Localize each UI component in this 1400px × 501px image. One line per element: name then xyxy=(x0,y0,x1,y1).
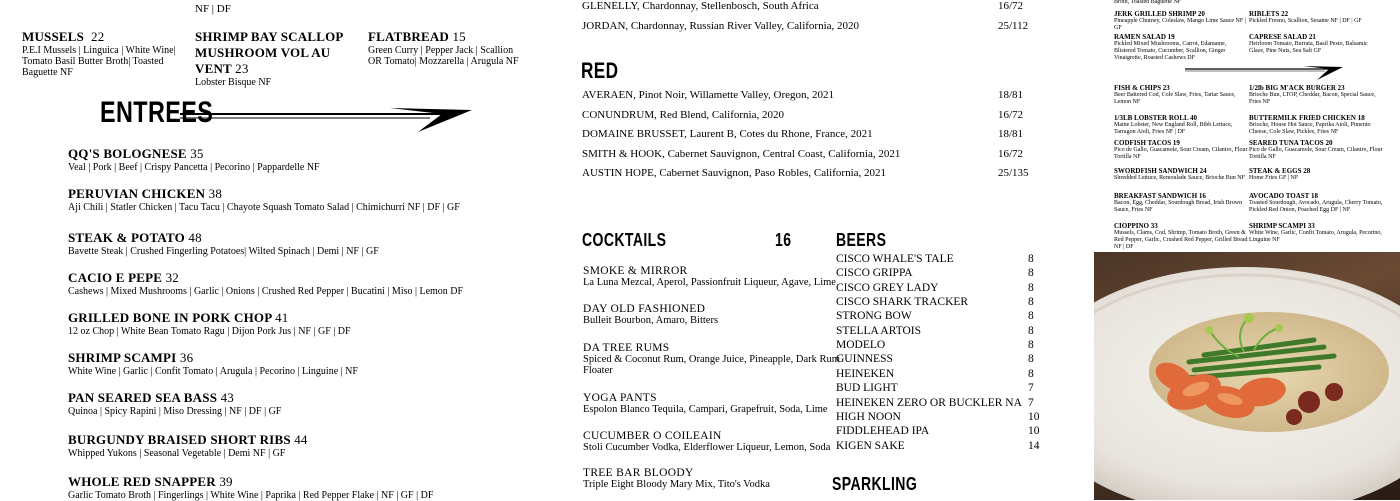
app-item-vol-au-vent xyxy=(195,29,370,88)
lunch-item xyxy=(1249,222,1384,244)
cocktail-item xyxy=(583,392,828,415)
lunch-item xyxy=(1114,10,1249,32)
sparkling-heading: SPARKLING xyxy=(832,474,918,494)
wine-name: DOMAINE BRUSSET xyxy=(582,128,685,140)
entree-item xyxy=(68,186,548,213)
cocktail-item xyxy=(583,467,823,490)
app-desc: Tomato Basil Butter Broth| Toasted xyxy=(22,56,164,67)
app-desc: P.E.I Mussels | Linguica | White Wine| xyxy=(22,45,176,56)
lunch-item-desc: Maine Lobster, New England Roll, Bibb Lettuce, Tarragon Aioli, Fries NF | DF xyxy=(1114,122,1233,135)
lunch-item-title: STEAK & EGGS 28 xyxy=(1249,167,1311,175)
wine-name: AVERAEN xyxy=(582,89,634,101)
wine-desc: Laurent B, Cotes du Rhone, France, 2021 xyxy=(689,128,873,140)
beer-row xyxy=(836,253,1046,265)
wine-price: 18/81 xyxy=(998,128,1024,140)
beer-row xyxy=(836,267,1046,279)
lunch-item-desc: Brioche, House Hot Sauce, Paprika Aioli, Pimento Cheese, Cole Slaw, Pickles, Fries NF xyxy=(1249,122,1371,135)
cocktail-name: TREE BAR BLOODY xyxy=(583,467,694,479)
arrow-divider-icon xyxy=(1185,66,1345,82)
wine-row xyxy=(582,167,1052,179)
beer-name: CISCO GREY LADY xyxy=(836,281,939,294)
entree-price: 38 xyxy=(208,186,223,201)
entree-name: PERUVIAN CHICKEN xyxy=(68,186,206,201)
beer-name: FIDDLEHEAD IPA xyxy=(836,425,930,438)
wine-desc: Chardonnay, Stellenbosch, South Africa xyxy=(642,0,819,12)
beer-price: 8 xyxy=(1028,353,1034,366)
lunch-item xyxy=(1114,33,1249,62)
top-fragment: Broth, Toasted Baguette NF xyxy=(1114,0,1182,5)
cocktail-item xyxy=(583,265,836,288)
entree-name: SHRIMP SCAMPI xyxy=(68,350,177,365)
beer-row xyxy=(836,411,1046,423)
entree-item xyxy=(68,432,548,459)
lunch-item-desc: Brioche Bun, LTOP, Cheddar, Bacon, Special Sauce, Fries NF xyxy=(1249,92,1376,105)
lunch-item-title: CIOPPINO 33 xyxy=(1114,222,1158,230)
beer-row xyxy=(836,382,1046,394)
lunch-item-title: CAPRESE SALAD 21 xyxy=(1249,33,1316,41)
lunch-item xyxy=(1249,33,1384,55)
wine-price: 16/72 xyxy=(998,148,1024,160)
entree-item xyxy=(68,270,548,297)
wine-price: 18/81 xyxy=(998,89,1024,101)
wine-row xyxy=(582,0,1052,12)
wine-price: 16/72 xyxy=(998,0,1024,12)
wine-sep: , xyxy=(633,89,639,101)
cocktail-desc: La Luna Mezcal, Aperol, Passionfruit Liqueur, Agave, Lime xyxy=(583,277,836,288)
lunch-item xyxy=(1249,167,1384,182)
wine-desc: Cabernet Sauvignon, Paso Robles, California, 2021 xyxy=(659,167,887,179)
wine-desc: Chardonnay, Russian River Valley, California, 2020 xyxy=(630,20,860,32)
cocktails-heading: COCKTAILS xyxy=(582,230,667,250)
app-item-flatbread xyxy=(368,29,558,67)
wine-desc: Cabernet Sauvignon, Central Coast, California, 2021 xyxy=(667,148,901,160)
lunch-item-title: RIBLETS 22 xyxy=(1249,10,1289,18)
lunch-item xyxy=(1249,139,1384,161)
beer-price: 8 xyxy=(1028,253,1034,265)
cocktail-name: DAY OLD FASHIONED xyxy=(583,303,706,315)
beer-name: CISCO GRIPPA xyxy=(836,267,913,280)
app-price: 23 xyxy=(235,61,249,76)
beer-row xyxy=(836,282,1046,294)
entree-name: STEAK & POTATO xyxy=(68,230,185,245)
entree-desc: Quinoa | Spicy Rapini | Miso Dressing | NF | DF | GF xyxy=(68,406,282,417)
cocktail-name: SMOKE & MIRROR xyxy=(583,265,688,277)
beer-row xyxy=(836,325,1046,337)
entree-item xyxy=(68,350,548,377)
entrees-heading: ENTREES xyxy=(100,96,214,129)
entree-item xyxy=(68,146,548,173)
lunch-item-title: BREAKFAST SANDWICH 16 xyxy=(1114,192,1206,200)
entree-name: PAN SEARED SEA BASS xyxy=(68,390,218,405)
lunch-item xyxy=(1249,114,1384,136)
lunch-item-desc: Pico de Gallo, Guacamole, Sour Cream, Cilantro, Flour Tortilla NF xyxy=(1249,147,1383,160)
beer-price: 7 xyxy=(1028,396,1034,409)
left-menu-page xyxy=(0,0,560,500)
lunch-item-title: AVOCADO TOAST 18 xyxy=(1249,192,1318,200)
wine-sep: , xyxy=(625,20,631,32)
entree-name: GRILLED BONE IN PORK CHOP xyxy=(68,310,272,325)
beer-name: HIGH NOON xyxy=(836,410,901,423)
lunch-item-desc: Home Fries GF | NF xyxy=(1249,175,1299,181)
lunch-item-title: SEARED TUNA TACOS 20 xyxy=(1249,139,1333,147)
wine-row xyxy=(582,89,1052,101)
lunch-item-desc: Heirloom Tomato, Burrata, Basil Pesto, Balsamic Glaze, Pine Nuts, Sea Salt GF xyxy=(1249,41,1368,54)
entree-name: WHOLE RED SNAPPER xyxy=(68,474,216,489)
beer-row xyxy=(836,368,1046,380)
lunch-item-desc: Mussels, Clams, Cod, Shrimp, Tomato Broth, Green & Red Pepper, Garlic, Crushed Red Pepper, Grilled Bread NF | DF xyxy=(1114,230,1248,250)
beer-name: CISCO WHALE'S TALE xyxy=(836,253,954,265)
cocktail-name: YOGA PANTS xyxy=(583,392,657,404)
lunch-item xyxy=(1114,139,1249,161)
entree-item xyxy=(68,310,548,337)
wine-desc: Red Blend, California, 2020 xyxy=(659,109,784,121)
entree-price: 48 xyxy=(188,230,202,245)
beer-price: 10 xyxy=(1028,425,1040,438)
entree-item xyxy=(68,474,548,501)
entree-item xyxy=(68,390,548,417)
wine-sep: , xyxy=(662,148,668,160)
beer-price: 8 xyxy=(1028,296,1034,309)
lunch-item xyxy=(1114,114,1249,136)
beer-name: BUD LIGHT xyxy=(836,382,898,395)
wine-name: SMITH & HOOK xyxy=(582,148,663,160)
app-item-mussels xyxy=(22,29,192,78)
entree-desc: 12 oz Chop | White Bean Tomato Ragu | Dijon Pork Jus | NF | GF | DF xyxy=(68,326,351,337)
wine-price: 25/112 xyxy=(998,20,1029,32)
entree-price: 32 xyxy=(165,270,179,285)
app-desc: Lobster Bisque NF xyxy=(195,77,272,88)
entree-desc: Whipped Yukons | Seasonal Vegetable | Demi NF | GF xyxy=(68,448,286,459)
beer-price: 8 xyxy=(1028,267,1034,280)
beer-price: 7 xyxy=(1028,382,1034,395)
app-price: 22 xyxy=(91,29,105,44)
lunch-item-desc: Pickled Mixed Mushrooms, Carrot, Edamame, Blistered Tomato, Cucumber, Scallion, Ginger Vinaigrette, Roasted Cashews DF xyxy=(1114,41,1227,61)
lunch-item-title: 1/2lb BIG M'ACK BURGER 23 xyxy=(1249,84,1345,92)
lunch-item-desc: White Wine, Garlic, Confit Tomato, Arugula, Pecorino, Linguine NF xyxy=(1249,230,1382,243)
entree-price: 41 xyxy=(275,310,289,325)
cocktail-item xyxy=(583,342,840,376)
cutoff-line xyxy=(250,0,370,3)
right-lunch-page xyxy=(1095,0,1400,250)
beer-row xyxy=(836,310,1046,322)
wine-row xyxy=(582,109,1052,121)
red-heading: RED xyxy=(581,58,619,83)
app-desc: OR Tomato| Mozzarella | Arugula NF xyxy=(368,56,519,67)
beer-price: 8 xyxy=(1028,339,1034,352)
lunch-item-title: SWORDFISH SANDWICH 24 xyxy=(1114,167,1207,175)
beer-price: 8 xyxy=(1028,324,1034,337)
cocktail-desc: Bulleit Bourbon, Amaro, Bitters xyxy=(583,315,719,326)
entree-price: 44 xyxy=(294,432,308,447)
lunch-item-title: JERK GRILLED SHRIMP 20 xyxy=(1114,10,1205,18)
entree-desc: Aji Chili | Statler Chicken | Tacu Tacu | Chayote Squash Tomato Salad | Chimichurri NF | DF | GF xyxy=(68,202,460,213)
beer-price: 8 xyxy=(1028,310,1034,323)
app-desc: Baguette NF xyxy=(22,67,73,78)
cocktail-desc: Floater xyxy=(583,365,613,376)
wine-row xyxy=(582,128,1052,140)
cocktail-desc: Spiced & Coconut Rum, Orange Juice, Pineapple, Dark Rum xyxy=(583,354,840,365)
lunch-item xyxy=(1114,222,1249,251)
entree-desc: Cashews | Mixed Mushrooms | Garlic | Onions | Crushed Red Pepper | Bucatini | Miso | Lemon DF xyxy=(68,286,464,297)
beer-price: 8 xyxy=(1028,281,1034,294)
entree-price: 39 xyxy=(219,474,233,489)
beer-price: 14 xyxy=(1028,439,1040,452)
beer-row xyxy=(836,440,1046,452)
wine-name: CONUNDRUM xyxy=(582,109,655,121)
lunch-item-title: BUTTERMILK FRIED CHICKEN 18 xyxy=(1249,114,1365,122)
shrimp-dish-photo xyxy=(1094,252,1400,500)
beer-name: HEINEKEN xyxy=(836,367,895,380)
app-price: 15 xyxy=(452,29,466,44)
cocktail-desc: Triple Eight Bloody Mary Mix, Tito's Vodka xyxy=(583,479,770,490)
cocktail-name: CUCUMBER O COILEAIN xyxy=(583,430,722,442)
lunch-item-title: CODFISH TACOS 19 xyxy=(1114,139,1180,147)
lunch-item-desc: Toasted Sourdough, Avocado, Arugula, Cherry Tomato, Pickled Red Onion, Poached Egg DF | NF xyxy=(1249,200,1383,213)
lunch-item xyxy=(1249,84,1384,106)
lunch-item-title: RAMEN SALAD 19 xyxy=(1114,33,1175,41)
arrow-divider-icon xyxy=(180,106,475,136)
wine-price: 16/72 xyxy=(998,109,1024,121)
lunch-item xyxy=(1114,192,1249,214)
lunch-item-desc: Bacon, Egg, Cheddar, Sourdough Bread, Irish Brown Sauce, Fries NF xyxy=(1114,200,1243,213)
entree-name: CACIO E PEPE xyxy=(68,270,163,285)
lunch-item xyxy=(1249,10,1384,25)
beer-name: STRONG BOW xyxy=(836,310,912,323)
beer-price: 10 xyxy=(1028,410,1040,423)
app-name: SHRIMP BAY SCALLOP xyxy=(195,29,344,44)
app-name-line2: MUSHROOM VOL AU VENT xyxy=(195,45,331,76)
app-name: MUSSELS xyxy=(22,29,85,44)
cocktail-item xyxy=(583,430,831,453)
lunch-item xyxy=(1114,84,1249,106)
beer-row xyxy=(836,353,1046,365)
lunch-item xyxy=(1114,167,1249,182)
beer-row xyxy=(836,397,1046,409)
cocktail-name: DA TREE RUMS xyxy=(583,342,670,354)
wine-row xyxy=(582,20,1052,32)
beer-name: CISCO SHARK TRACKER xyxy=(836,296,969,309)
wine-name: JORDAN xyxy=(582,20,626,32)
beer-row xyxy=(836,296,1046,308)
lunch-item-desc: Pineapple Chutney, Coleslaw, Mango Lime Sauce NF | GF xyxy=(1114,18,1246,31)
dish-illustration xyxy=(1094,252,1400,500)
entree-price: 43 xyxy=(220,390,234,405)
lunch-item xyxy=(1249,192,1384,214)
wine-price: 25/135 xyxy=(998,167,1029,179)
entree-name: QQ'S BOLOGNESE xyxy=(68,146,187,161)
wine-sep: , xyxy=(636,0,643,12)
lunch-item-desc: Pico de Gallo, Guacamole, Sour Cream, Cilantro, Flour Tortilla NF xyxy=(1114,147,1248,160)
wine-name: GLENELLY xyxy=(582,0,637,12)
lunch-item-title: SHRIMP SCAMPI 33 xyxy=(1249,222,1315,230)
beer-name: MODELO xyxy=(836,339,886,352)
entree-desc: White Wine | Garlic | Confit Tomato | Arugula | Pecorino | Linguine | NF xyxy=(68,366,358,377)
beer-name: KIGEN SAKE xyxy=(836,439,905,452)
wine-row xyxy=(582,148,1052,160)
entree-price: 36 xyxy=(179,350,194,365)
entree-name: BURGUNDY BRAISED SHORT RIBS xyxy=(68,432,291,447)
cocktails-price: 16 xyxy=(775,230,792,250)
entree-desc: Bavette Steak | Crushed Fingerling Potatoes| Wilted Spinach | Demi | NF | GF xyxy=(68,246,379,257)
beers-heading: BEERS xyxy=(836,230,887,250)
lunch-item-desc: Beer Battered Cod, Cole Slaw, Fries, Tartar Sauce, Lemon NF xyxy=(1114,92,1236,105)
beer-price: 8 xyxy=(1028,367,1034,380)
top-fragment: NF | DF xyxy=(195,3,231,15)
lunch-item-desc: Shredded Lettuce, Remoulade Sauce, Brioche Bun NF xyxy=(1114,175,1245,181)
entree-desc: Garlic Tomato Broth | Fingerlings | White Wine | Paprika | Red Pepper Flake | NF | GF | DF xyxy=(68,490,434,501)
beer-row xyxy=(836,425,1046,437)
wine-desc: Pinot Noir, Willamette Valley, Oregon, 2021 xyxy=(638,89,834,101)
cocktail-item xyxy=(583,303,823,326)
cocktail-desc: Stoli Cucumber Vodka, Elderflower Liqueur, Lemon, Soda xyxy=(583,442,831,453)
entree-item xyxy=(68,230,548,257)
lunch-item-title: FISH & CHIPS 23 xyxy=(1114,84,1170,92)
middle-drinks-page xyxy=(560,0,1095,500)
wine-name: AUSTIN HOPE xyxy=(582,167,654,179)
app-name: FLATBREAD xyxy=(368,29,450,44)
entree-price: 35 xyxy=(190,146,204,161)
beer-name: GUINNESS xyxy=(836,353,893,366)
wine-sep: , xyxy=(654,109,660,121)
lunch-item-desc: Pickled Fresno, Scallion, Sesame NF | DF | GF xyxy=(1249,18,1362,24)
beer-row xyxy=(836,339,1046,351)
beer-name: STELLA ARTOIS xyxy=(836,324,922,337)
cocktail-desc: Espolon Blanco Tequila, Campari, Grapefruit, Soda, Lime xyxy=(583,404,828,415)
wine-sep: , xyxy=(684,128,690,140)
app-desc: Green Curry | Pepper Jack | Scallion xyxy=(368,45,514,56)
wine-sep: , xyxy=(653,167,660,179)
beer-name: HEINEKEN ZERO OR BUCKLER NA xyxy=(836,396,1022,409)
lunch-item-title: 1/3LB LOBSTER ROLL 40 xyxy=(1114,114,1198,122)
entree-desc: Veal | Pork | Beef | Crispy Pancetta | Pecorino | Pappardelle NF xyxy=(68,162,320,173)
